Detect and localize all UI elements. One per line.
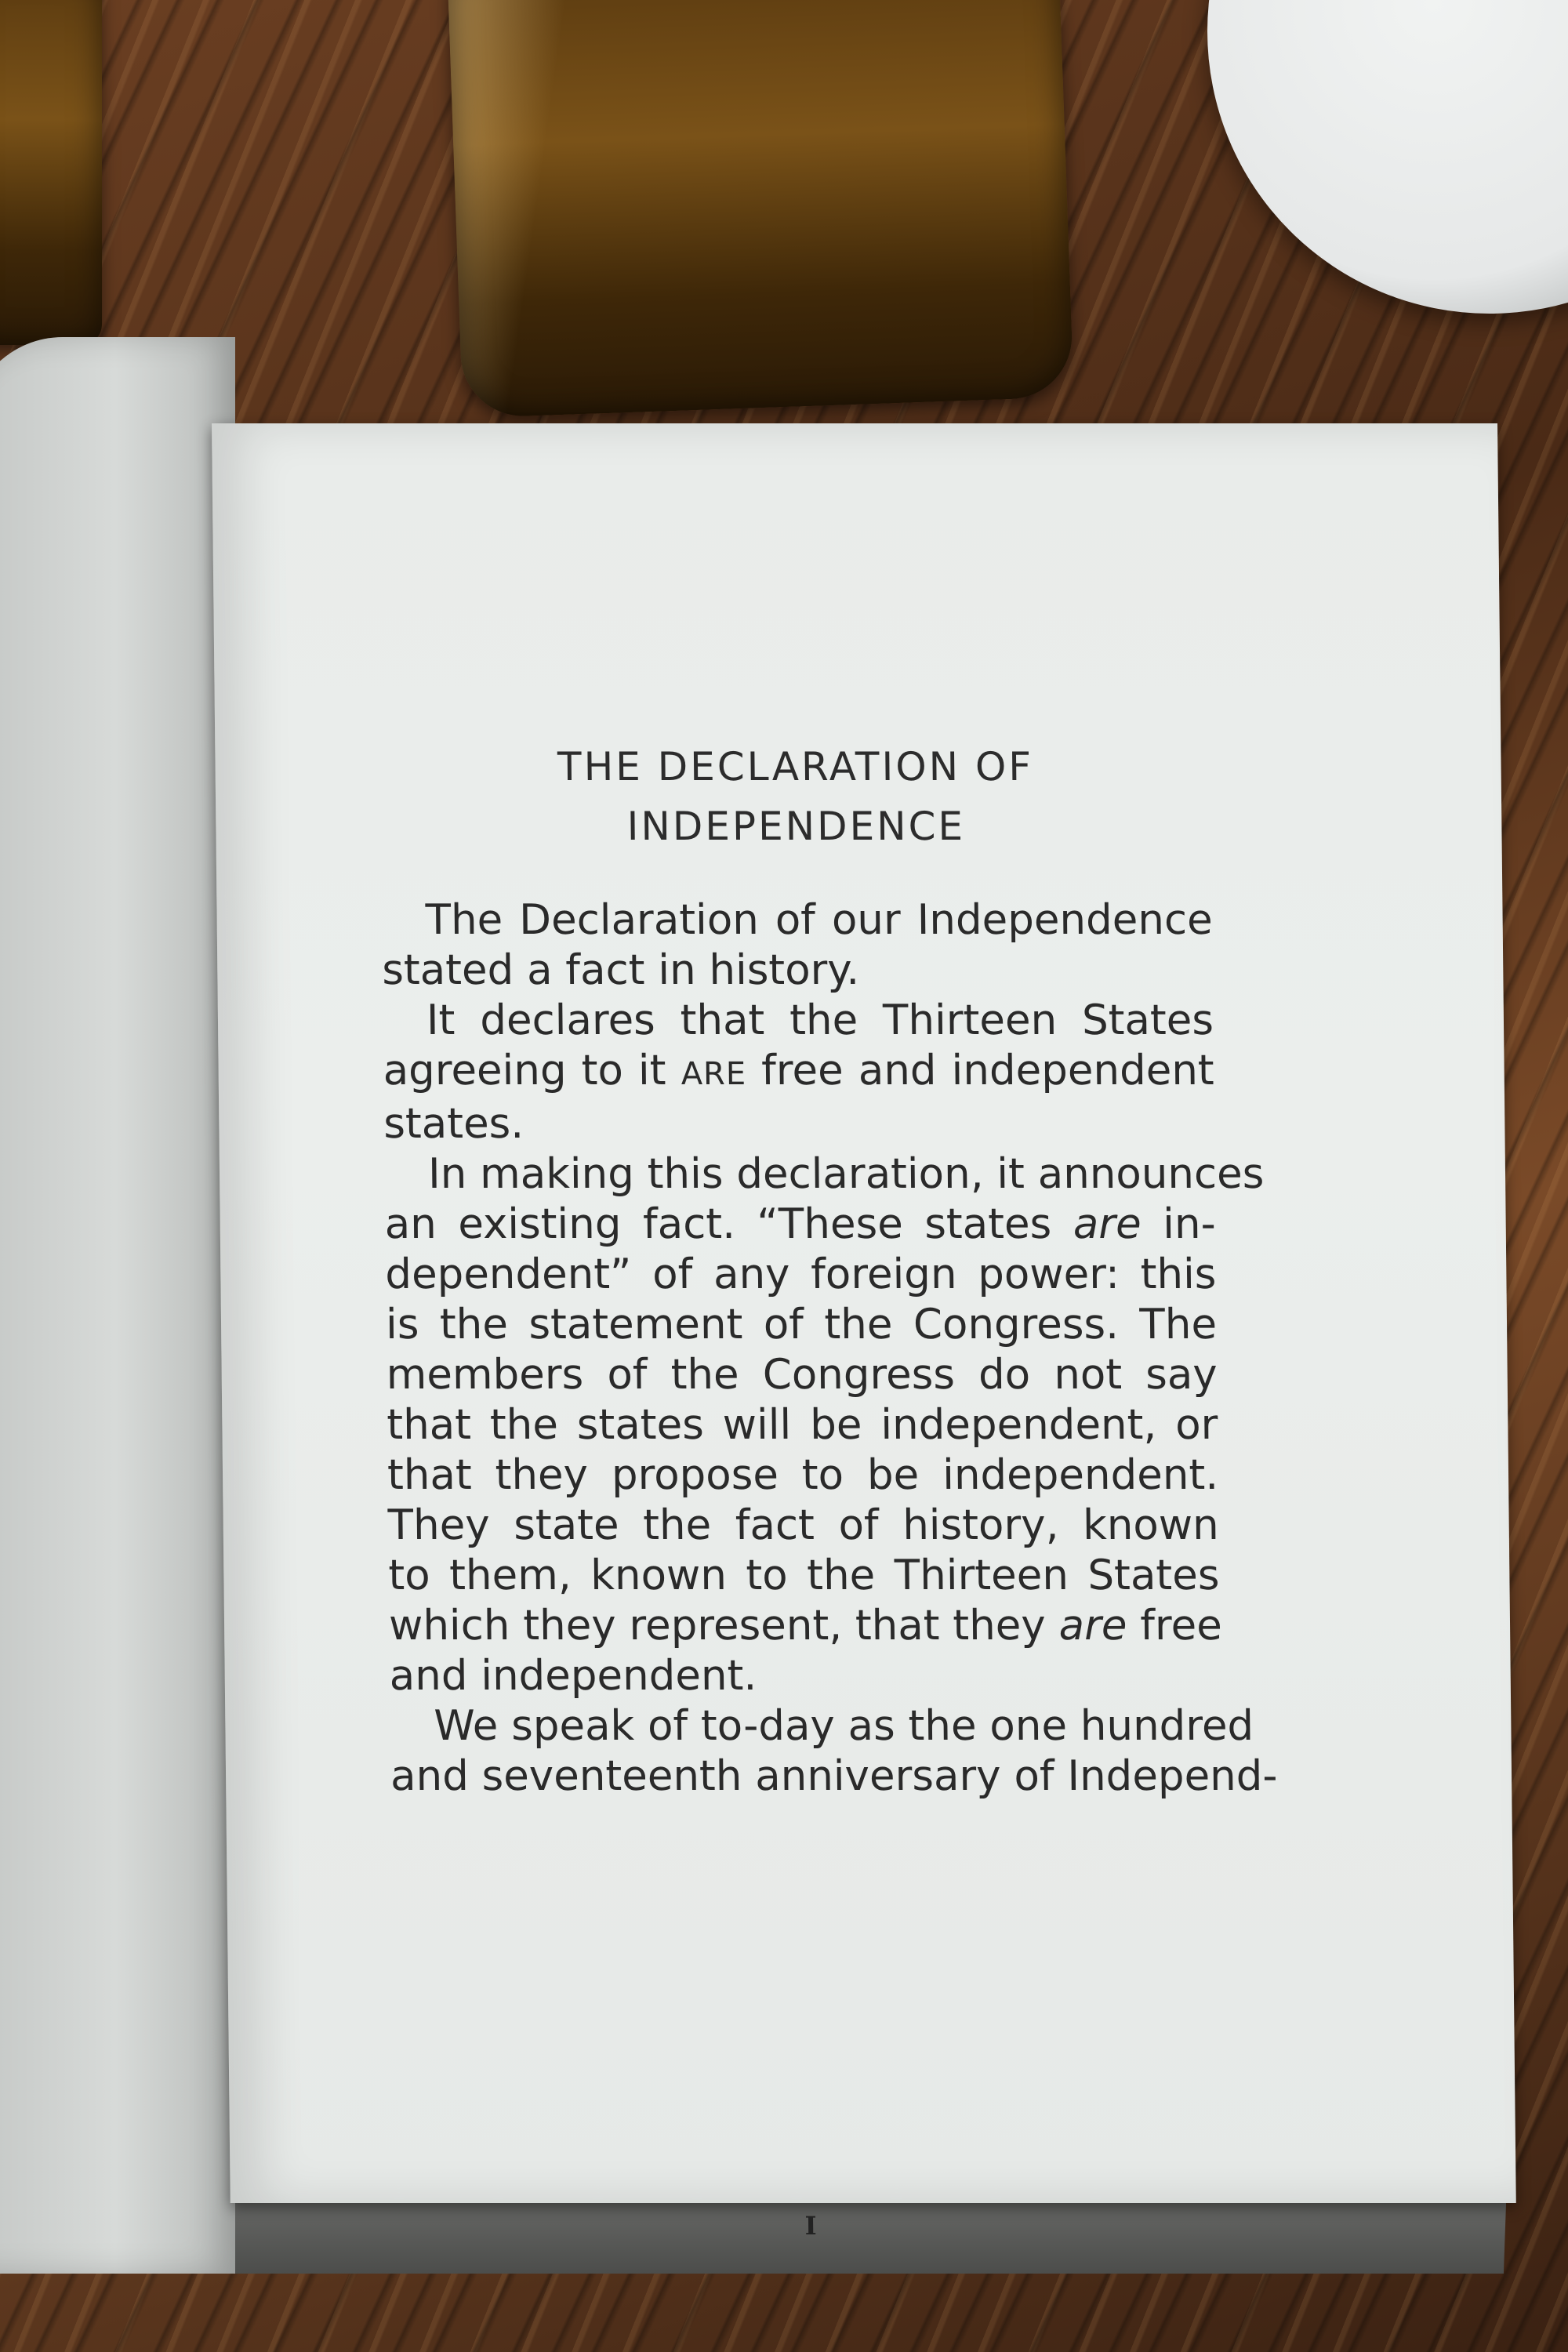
text-line: stated a fact in history. <box>381 946 860 994</box>
page-title <box>379 737 1212 856</box>
text-line: In making this declaration, it announces <box>427 1150 1265 1198</box>
amber-bottle-center <box>447 0 1074 418</box>
amber-bottle-left <box>0 0 102 345</box>
text-line <box>383 1046 1214 1099</box>
text-line: We speak of to-day as the one hundred <box>434 1702 1254 1750</box>
text-line <box>384 1200 1216 1250</box>
page-text-block <box>379 737 1278 2241</box>
left-page <box>0 337 235 2274</box>
text-line: and seventeenth anniversary of Independ- <box>390 1752 1278 1800</box>
text-line: to them, known to the Thirteen States <box>388 1552 1220 1599</box>
paragraph-3 <box>384 1149 1265 1701</box>
text-line <box>389 1601 1221 1651</box>
text-fragment: an existing fact. “These states <box>384 1200 1052 1248</box>
text-fragment: agreeing to it <box>383 1047 666 1094</box>
text-line: is the statement of the Congress. The <box>385 1301 1218 1348</box>
text-line: and independent. <box>389 1652 757 1700</box>
paragraph-4 <box>390 1701 1278 1802</box>
text-line: dependent” of any foreign power: this <box>385 1250 1217 1298</box>
paragraph-2 <box>383 996 1215 1149</box>
text-fragment: which they represent, that they <box>388 1602 1047 1650</box>
text-fragment: free <box>1140 1602 1223 1650</box>
emphasis-italic: are <box>1073 1200 1142 1248</box>
plate <box>1207 0 1568 314</box>
text-line: that the states will be independent, or <box>387 1401 1218 1449</box>
right-page <box>212 423 1516 2241</box>
text-line: It declares that the Thirteen States <box>426 996 1214 1044</box>
text-fragment: free and independent <box>760 1047 1214 1094</box>
text-line: states. <box>383 1100 524 1148</box>
paragraph-1 <box>381 895 1213 996</box>
text-line: They state the fact of history, known <box>387 1501 1220 1549</box>
title-line-2: INDEPENDENCE <box>626 804 966 849</box>
page-number: I <box>804 2211 817 2241</box>
text-fragment: in- <box>1162 1200 1217 1248</box>
title-line-1: THE DECLARATION OF <box>557 744 1034 789</box>
emphasis-italic: are <box>1058 1602 1127 1650</box>
text-line: that they propose to be independent. <box>387 1451 1219 1499</box>
emphasis-smallcaps: ARE <box>681 1056 747 1092</box>
text-line: members of the Congress do not say <box>386 1351 1218 1399</box>
text-line: The Declaration of our Independence <box>425 896 1213 944</box>
